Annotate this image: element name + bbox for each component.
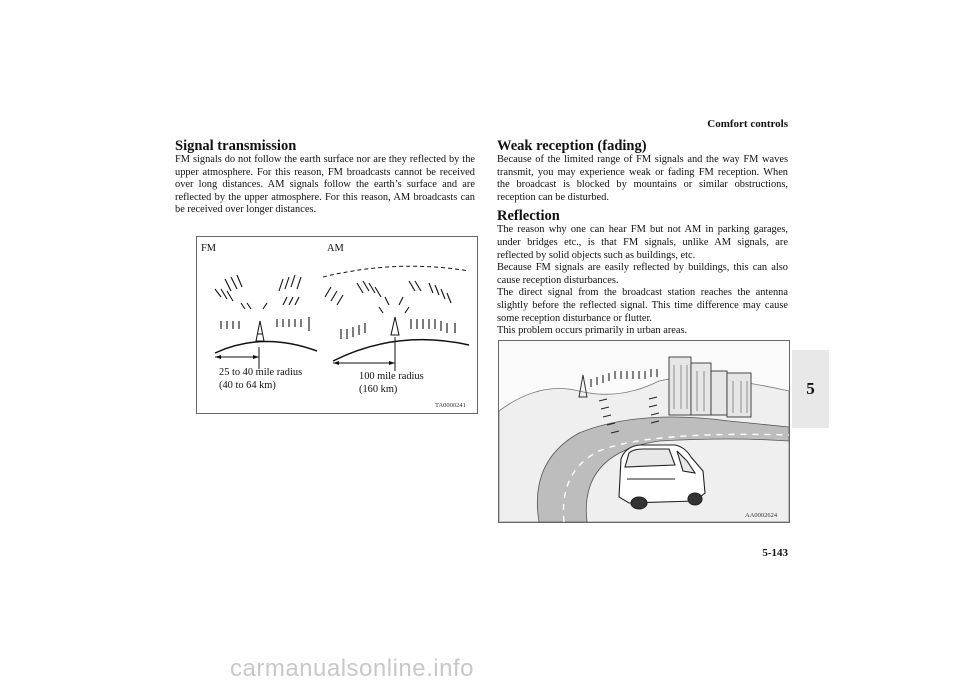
- left-column: [175, 138, 475, 217]
- reflection-text-1: The reason why one can hear FM but not AM in parking garages, under bridges etc., is that FM signals, unlike AM signals, are reflected by solid objects such as buildings, etc.: [497, 224, 788, 261]
- site-watermark: carmanualsonline.info: [230, 655, 474, 682]
- page-number: 5-143: [762, 547, 788, 559]
- reflection-illustration: [499, 341, 789, 522]
- signal-transmission-text: FM signals do not follow the earth surface nor are they reflected by the upper atmosphere. For this reason, FM broadcasts cannot be received over long distances. AM signals follow the earth’s surface and are reflected by the upper atmosphere. For this reason, AM broadcasts can be received over longer distances.: [175, 154, 475, 216]
- am-label: AM: [327, 243, 344, 254]
- fm-label: FM: [201, 243, 217, 254]
- am-radius-line1: 100 mile radius: [359, 371, 424, 382]
- reflection-text-2: Because FM signals are easily reflected by buildings, this can also cause reception disturbances.: [497, 262, 788, 286]
- fm-radius-line1: 25 to 40 mile radius: [219, 367, 303, 378]
- fm-radius-line2: (40 to 64 km): [219, 380, 276, 391]
- fm-am-range-illustration: [197, 237, 477, 413]
- am-radius-line2: (160 km): [359, 384, 398, 395]
- section-heading-weak-reception: Weak reception (fading): [497, 138, 647, 154]
- reflection-figure-code: AA0002624: [745, 512, 778, 519]
- chapter-tab: [792, 350, 829, 428]
- section-heading-signal-transmission: Signal transmission: [175, 138, 297, 154]
- reflection-text-3: The direct signal from the broadcast station reaches the antenna slightly before the reflected signal. This time difference may cause some reception disturbance or flutter.: [497, 287, 788, 324]
- chapter-tab-number: 5: [806, 379, 815, 398]
- weak-reception-text: Because of the limited range of FM signals and the way FM waves transmit, you may experience weak or fading FM reception. When the broadcast is blocked by mountains or similar obstructions, reception can be disturbed.: [497, 154, 788, 203]
- reflection-figure: [498, 340, 790, 523]
- figure-code: TA0000241: [435, 402, 466, 409]
- running-header: Comfort controls: [707, 118, 788, 130]
- section-heading-reflection: Reflection: [497, 208, 560, 225]
- right-column: [497, 138, 788, 338]
- fm-am-range-figure: [196, 236, 478, 414]
- reflection-text-4: This problem occurs primarily in urban areas.: [497, 325, 688, 337]
